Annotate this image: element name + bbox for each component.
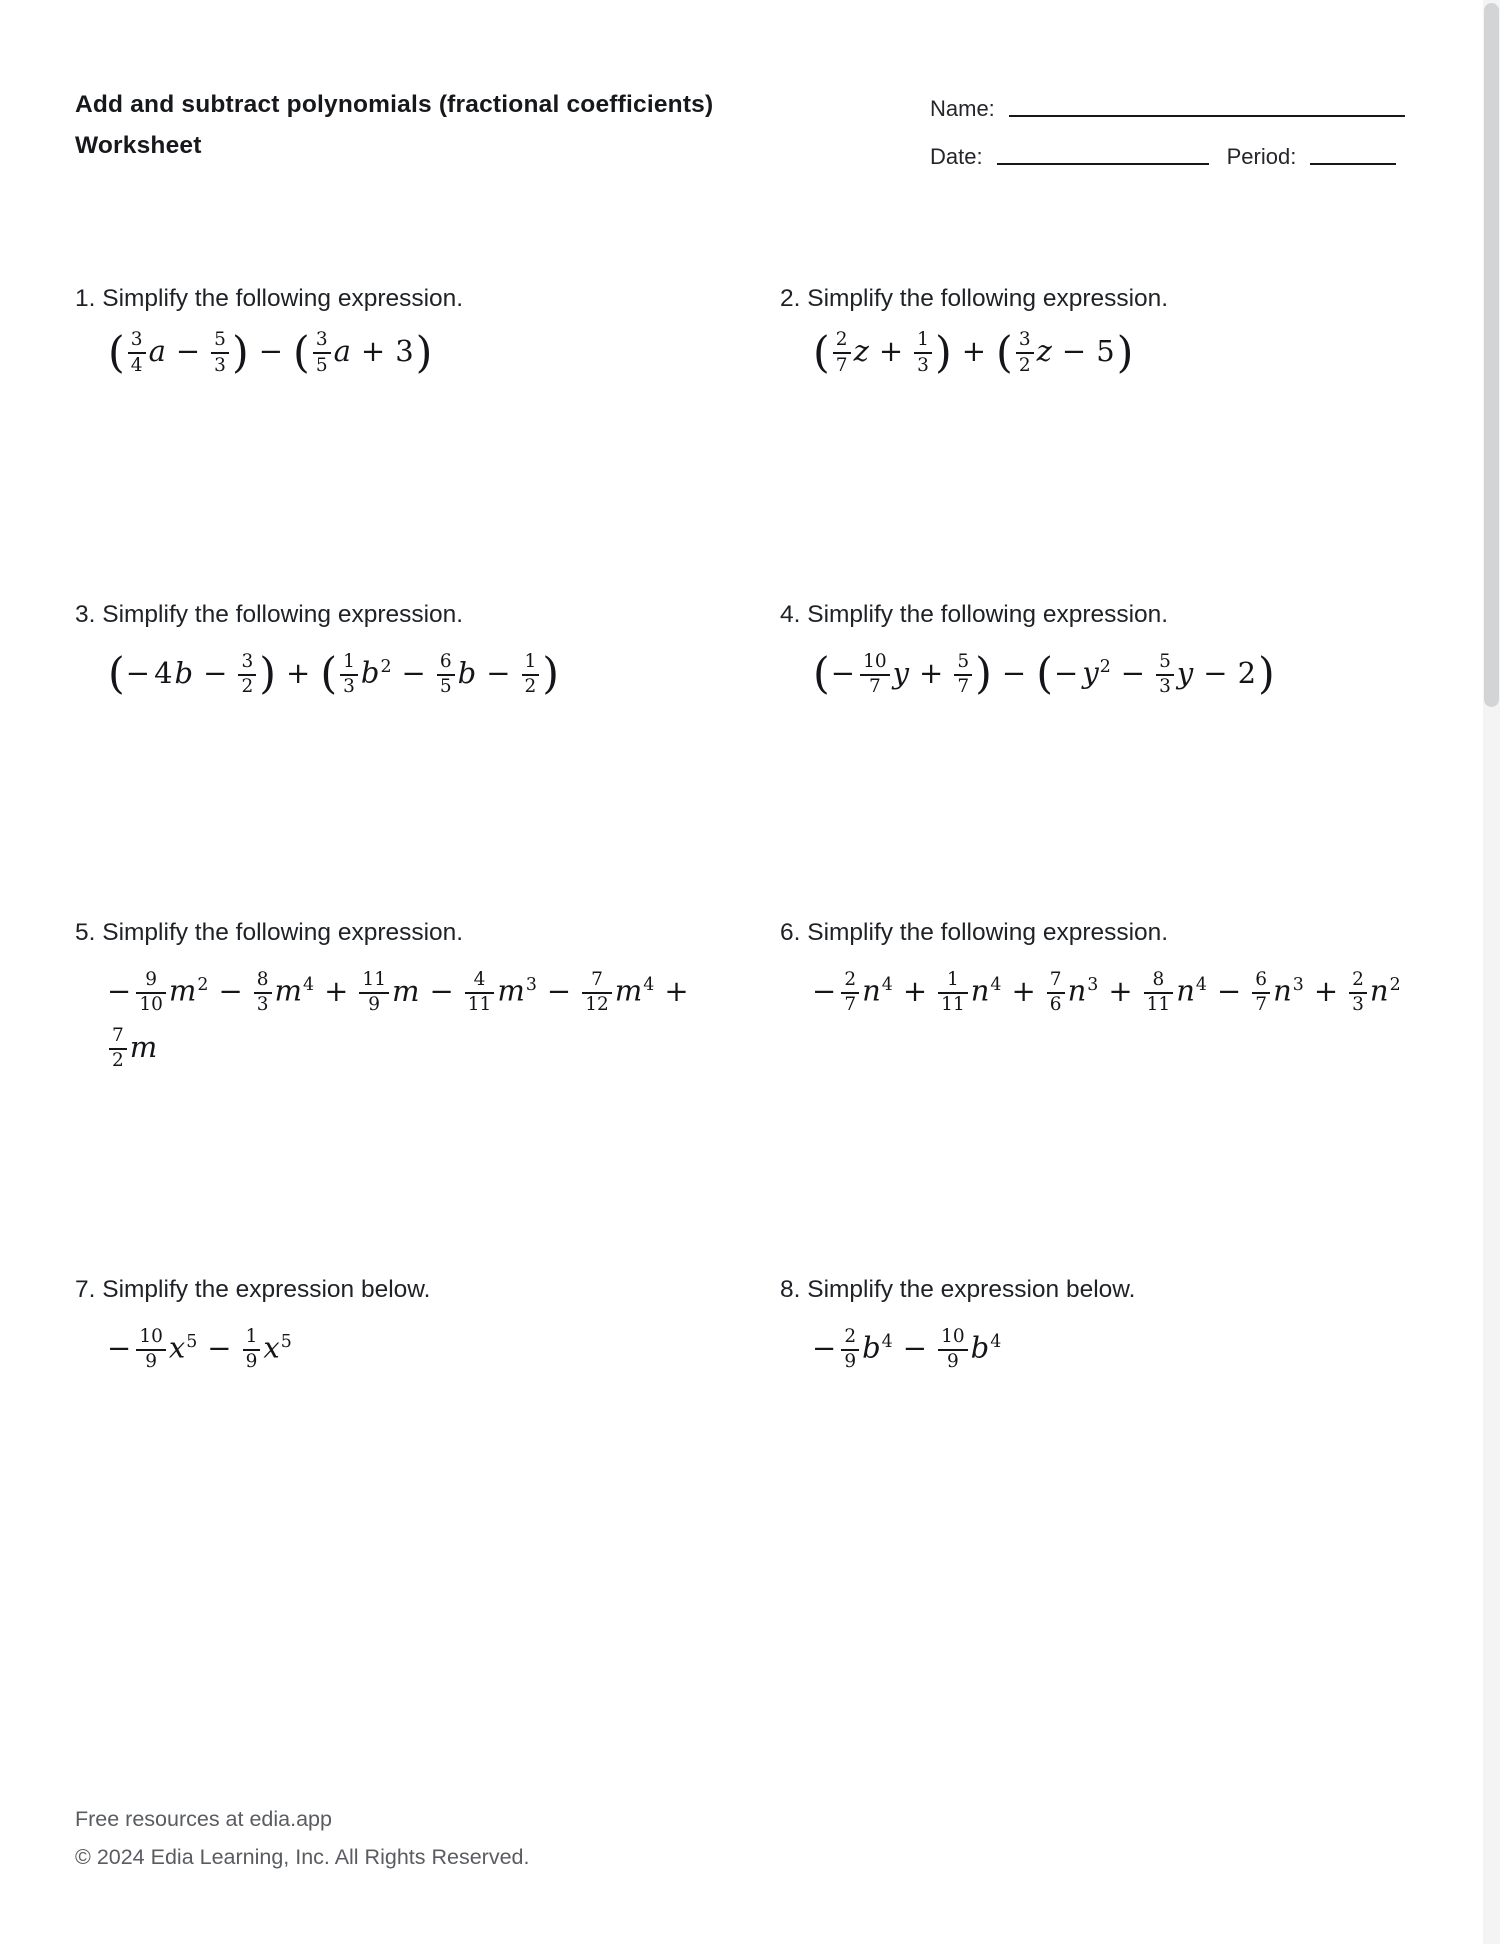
fraction-denominator: 4 — [128, 352, 146, 376]
problem-1-heading: 1. Simplify the following expression. — [75, 285, 464, 312]
date-blank-line — [997, 163, 1209, 165]
fraction-denominator: 3 — [1349, 992, 1367, 1016]
math-variable: $y^2$ — [1082, 655, 1111, 690]
problem-4-heading: 4. Simplify the following expression. — [780, 601, 1169, 628]
math-negative-sign: − — [812, 973, 837, 1008]
math-exponent: 2 — [1099, 657, 1111, 677]
page-footer — [75, 1800, 529, 1876]
math-variable: $n^3$ — [1067, 973, 1099, 1008]
fraction-numerator: 8 — [256, 968, 269, 990]
math-exponent: 4 — [303, 975, 315, 995]
math-exponent: 4 — [881, 975, 893, 995]
math-operator: − — [1216, 973, 1242, 1008]
math-fraction — [128, 330, 146, 376]
fraction-numerator: 3 — [1018, 329, 1031, 351]
fraction-denominator: 7 — [954, 674, 972, 698]
fraction-denominator: 5 — [437, 674, 455, 698]
fraction-numerator: 1 — [245, 1325, 258, 1347]
fraction-numerator: 5 — [957, 650, 970, 672]
fraction-numerator: 10 — [941, 1325, 965, 1347]
problem-1-expression — [107, 323, 755, 379]
math-fraction — [1252, 970, 1270, 1016]
problem-4-expression — [812, 639, 1460, 701]
math-exponent: 5 — [186, 1332, 198, 1352]
math-variable: $m^3$ — [497, 973, 537, 1008]
math-variable: $n^4$ — [970, 973, 1002, 1008]
math-negative-sign: − — [830, 655, 856, 690]
math-operator: − — [203, 655, 228, 690]
math-fraction — [359, 970, 389, 1016]
fraction-numerator: 1 — [524, 650, 537, 672]
name-blank-line — [1009, 115, 1405, 117]
math-operator: − — [1001, 655, 1027, 690]
problem-3 — [75, 599, 755, 701]
math-variable: $n^4$ — [1176, 973, 1207, 1008]
worksheet-title — [75, 84, 713, 166]
math-fraction — [841, 970, 859, 1016]
math-paren: ) — [231, 327, 249, 378]
math-fraction — [860, 652, 890, 698]
math-variable: z — [1036, 334, 1052, 368]
math-fraction — [938, 1327, 968, 1373]
problem-5 — [75, 917, 755, 1075]
math-fraction — [833, 330, 851, 376]
fraction-denominator: 2 — [1016, 352, 1034, 376]
math-exponent: 2 — [380, 657, 392, 677]
problem-3-expression — [107, 639, 755, 701]
math-operator: − — [902, 1330, 928, 1365]
math-paren: ( — [996, 327, 1013, 378]
math-fraction — [243, 1327, 261, 1373]
date-label: Date: — [930, 144, 983, 169]
fraction-denominator: 11 — [465, 992, 495, 1016]
math-operator: − — [486, 655, 511, 690]
problem-7-expression — [107, 1314, 755, 1376]
fraction-denominator: 9 — [938, 1349, 968, 1373]
scrollbar-track[interactable] — [1483, 0, 1500, 1944]
fraction-numerator: 2 — [844, 968, 857, 990]
problem-7 — [75, 1274, 755, 1376]
math-paren: ) — [259, 649, 276, 700]
fraction-denominator: 3 — [914, 352, 932, 376]
math-operator: − — [1120, 655, 1146, 690]
math-number: 3 — [395, 334, 414, 368]
math-operator: + — [878, 334, 904, 368]
math-fraction — [211, 330, 229, 376]
math-fraction — [136, 1327, 166, 1373]
math-variable: b — [174, 655, 194, 690]
math-fraction — [522, 652, 540, 698]
math-paren: ( — [813, 327, 830, 378]
math-exponent: 3 — [1292, 975, 1304, 995]
math-paren: ( — [1036, 649, 1053, 700]
fraction-denominator: 3 — [1156, 674, 1174, 698]
fraction-denominator: 3 — [340, 674, 358, 698]
math-operator: − — [1203, 655, 1228, 690]
fraction-denominator: 11 — [1144, 992, 1174, 1016]
math-fraction — [254, 970, 272, 1016]
math-variable: $b^4$ — [970, 1330, 1002, 1365]
fraction-numerator: 10 — [139, 1325, 163, 1347]
math-variable: $n^2$ — [1369, 973, 1401, 1008]
math-operator: − — [175, 334, 201, 368]
math-operator: + — [902, 973, 928, 1008]
math-variable: m — [391, 973, 420, 1008]
math-variable: $b^2$ — [360, 655, 392, 690]
math-operator: + — [1108, 973, 1133, 1008]
math-operator: − — [1061, 334, 1087, 368]
math-negative-sign: − — [125, 655, 151, 690]
math-fraction — [465, 970, 495, 1016]
name-field-row — [930, 92, 1405, 122]
student-fields — [930, 92, 1405, 170]
math-exponent: 2 — [1389, 975, 1401, 995]
fraction-denominator: 3 — [254, 992, 272, 1016]
math-paren: ) — [1258, 649, 1275, 700]
math-variable: z — [853, 334, 869, 368]
footer-resources-text: Free resources at edia.app — [75, 1807, 332, 1831]
math-negative-sign: − — [107, 1330, 132, 1365]
math-number: 2 — [1237, 655, 1257, 690]
math-variable: $x^5$ — [168, 1330, 198, 1365]
math-number: 5 — [1096, 334, 1115, 368]
math-fraction — [437, 652, 455, 698]
math-number: 4 — [154, 655, 173, 690]
math-variable: $n^3$ — [1273, 973, 1304, 1008]
math-paren: ) — [1116, 327, 1134, 378]
date-period-field-row — [930, 140, 1405, 170]
math-fraction — [954, 652, 972, 698]
math-variable: y — [1176, 655, 1194, 690]
fraction-denominator: 9 — [136, 1349, 166, 1373]
fraction-denominator: 7 — [1252, 992, 1270, 1016]
fraction-denominator: 7 — [860, 674, 890, 698]
problem-6-heading: 6. Simplify the following expression. — [780, 919, 1169, 946]
math-variable: y — [892, 655, 910, 690]
math-exponent: 4 — [643, 975, 655, 995]
fraction-denominator: 5 — [313, 352, 331, 376]
problem-6 — [780, 917, 1460, 1019]
fraction-numerator: 3 — [315, 329, 328, 351]
math-paren: ( — [320, 649, 338, 700]
math-exponent: 3 — [1087, 975, 1099, 995]
math-operator: + — [664, 973, 689, 1008]
problem-7-heading: 7. Simplify the expression below. — [75, 1276, 431, 1303]
math-fraction — [136, 970, 166, 1016]
fraction-numerator: 6 — [1255, 968, 1268, 990]
math-operator: − — [401, 655, 426, 690]
math-fraction — [313, 330, 331, 376]
math-negative-sign: − — [107, 973, 132, 1008]
fraction-denominator: 9 — [243, 1349, 261, 1373]
fraction-denominator: 9 — [841, 1349, 859, 1373]
math-operator: − — [546, 973, 572, 1008]
math-fraction — [938, 970, 968, 1016]
math-exponent: 4 — [1195, 975, 1207, 995]
fraction-numerator: 1 — [917, 329, 929, 351]
problem-3-heading: 3. Simplify the following expression. — [75, 601, 464, 628]
math-exponent: 5 — [280, 1332, 292, 1352]
math-variable: m — [129, 1029, 158, 1064]
math-fraction — [340, 652, 358, 698]
math-operator: + — [919, 655, 944, 690]
fraction-numerator: 7 — [112, 1024, 124, 1046]
fraction-numerator: 7 — [1049, 968, 1062, 990]
problem-8-heading: 8. Simplify the expression below. — [780, 1276, 1136, 1303]
math-variable: $n^4$ — [862, 973, 893, 1008]
math-variable: $m^4$ — [614, 973, 655, 1008]
problem-2-heading: 2. Simplify the following expression. — [780, 285, 1169, 312]
math-variable: $b^4$ — [862, 1330, 893, 1365]
math-fraction — [582, 970, 612, 1016]
math-operator: + — [1011, 973, 1036, 1008]
fraction-numerator: 1 — [343, 650, 355, 672]
math-variable: b — [457, 655, 477, 690]
fraction-denominator: 3 — [211, 352, 229, 376]
fraction-numerator: 5 — [214, 329, 226, 351]
problem-2-expression — [812, 323, 1460, 379]
math-paren: ) — [934, 327, 952, 378]
math-paren: ( — [108, 327, 125, 378]
math-fraction — [1349, 970, 1367, 1016]
fraction-denominator: 6 — [1047, 992, 1065, 1016]
fraction-numerator: 3 — [241, 650, 254, 672]
math-exponent: 4 — [881, 1332, 893, 1352]
period-label: Period: — [1226, 144, 1297, 169]
math-operator: − — [429, 973, 454, 1008]
math-operator: − — [258, 334, 284, 368]
fraction-denominator: 7 — [833, 352, 851, 376]
math-fraction — [1156, 652, 1174, 698]
math-paren: ( — [813, 649, 830, 700]
fraction-denominator: 11 — [938, 992, 968, 1016]
math-fraction — [1016, 330, 1034, 376]
problem-5-heading: 5. Simplify the following expression. — [75, 919, 464, 946]
period-blank-line — [1310, 163, 1396, 165]
math-variable: $m^2$ — [168, 973, 209, 1008]
fraction-numerator: 2 — [1352, 968, 1364, 990]
math-variable: a — [333, 334, 351, 368]
worksheet-title-line1: Add and subtract polynomials (fractional coefficients) — [75, 91, 714, 118]
fraction-numerator: 5 — [1159, 650, 1171, 672]
fraction-numerator: 2 — [844, 1325, 857, 1347]
problem-8-expression — [812, 1314, 1460, 1376]
math-fraction — [1047, 970, 1065, 1016]
math-paren: ) — [415, 327, 433, 378]
math-operator: − — [207, 1330, 232, 1365]
math-exponent: 4 — [990, 975, 1002, 995]
math-variable: a — [148, 334, 166, 368]
footer-copyright-text: © 2024 Edia Learning, Inc. All Rights Reserved. — [75, 1845, 530, 1869]
math-fraction — [914, 330, 932, 376]
fraction-numerator: 6 — [439, 650, 452, 672]
fraction-numerator: 1 — [947, 968, 959, 990]
math-exponent: 4 — [990, 1332, 1002, 1352]
math-negative-sign: − — [812, 1330, 837, 1365]
math-variable: $m^4$ — [274, 973, 315, 1008]
math-paren: ) — [975, 649, 992, 700]
math-operator: + — [961, 334, 987, 368]
fraction-denominator: 2 — [238, 674, 256, 698]
fraction-denominator: 2 — [522, 674, 540, 698]
scrollbar-thumb[interactable] — [1484, 3, 1499, 707]
math-operator: + — [1313, 973, 1339, 1008]
math-exponent: 3 — [525, 975, 537, 995]
math-variable: $x^5$ — [263, 1330, 292, 1365]
problem-2 — [780, 283, 1460, 379]
fraction-numerator: 8 — [1152, 968, 1165, 990]
name-label: Name: — [930, 96, 995, 121]
math-operator: + — [324, 973, 349, 1008]
math-exponent: 2 — [197, 975, 209, 995]
fraction-denominator: 9 — [359, 992, 389, 1016]
fraction-numerator: 10 — [863, 650, 887, 672]
worksheet-title-line2: Worksheet — [75, 132, 202, 159]
fraction-denominator: 7 — [841, 992, 859, 1016]
math-operator: − — [218, 973, 243, 1008]
problem-8 — [780, 1274, 1460, 1376]
fraction-denominator: 10 — [136, 992, 166, 1016]
fraction-numerator: 4 — [473, 968, 486, 990]
math-fraction — [841, 1327, 859, 1373]
math-paren: ) — [542, 649, 560, 700]
math-fraction — [109, 1026, 127, 1072]
math-operator: + — [360, 334, 386, 368]
fraction-numerator: 2 — [835, 329, 848, 351]
problem-4 — [780, 599, 1460, 701]
math-operator: + — [286, 655, 311, 690]
math-paren: ( — [108, 649, 125, 700]
fraction-numerator: 11 — [362, 968, 386, 990]
problem-1 — [75, 283, 755, 379]
math-negative-sign: − — [1054, 655, 1079, 690]
math-fraction — [1144, 970, 1174, 1016]
math-fraction — [238, 652, 256, 698]
problem-6-expression — [812, 957, 1460, 1019]
fraction-numerator: 9 — [145, 968, 157, 990]
fraction-numerator: 3 — [130, 329, 143, 351]
fraction-denominator: 2 — [109, 1048, 127, 1072]
fraction-denominator: 12 — [582, 992, 612, 1016]
math-paren: ( — [293, 327, 310, 378]
fraction-numerator: 7 — [591, 968, 603, 990]
problem-5-expression — [107, 957, 755, 1075]
